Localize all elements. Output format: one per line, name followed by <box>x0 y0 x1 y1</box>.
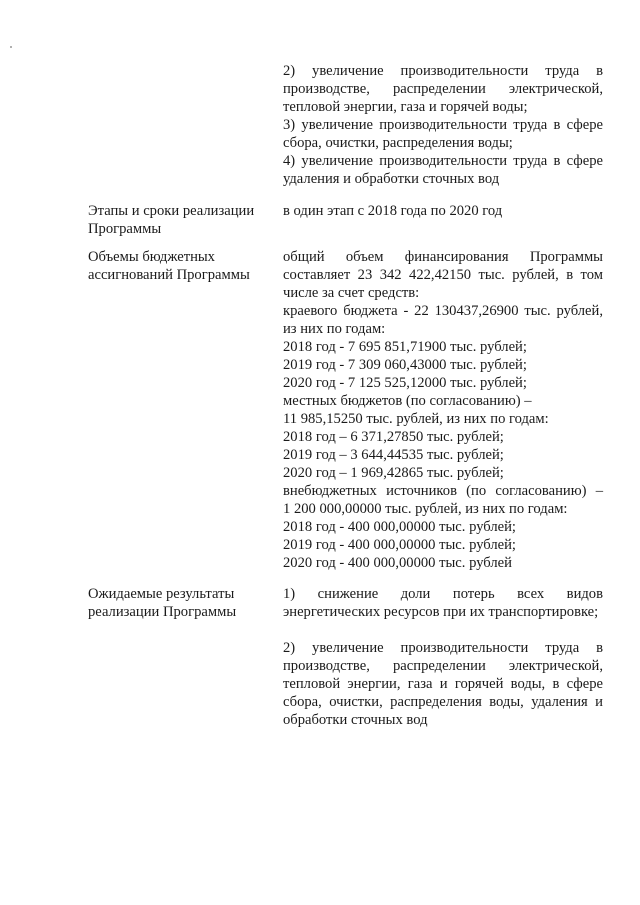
budget-line: 2020 год - 400 000,00000 тыс. рублей <box>283 555 512 571</box>
scan-speck <box>10 46 12 48</box>
budget-line: 1 200 000,00000 тыс. рублей, из них по годам: <box>283 501 568 517</box>
budget-line: составляет 23 342 422,42150 тыс. рублей, в том <box>283 267 603 283</box>
stages-value: в один этап с 2018 года по 2020 год <box>283 203 503 219</box>
budget-line: 11 985,15250 тыс. рублей, из них по годам: <box>283 411 549 427</box>
budget-line: 2019 год – 3 644,44535 тыс. рублей; <box>283 447 504 463</box>
budget-line: числе за счет средств: <box>283 285 420 301</box>
budget-line: 2019 год - 400 000,00000 тыс. рублей; <box>283 537 516 553</box>
budget-line: общий объем финансирования Программы <box>283 249 603 265</box>
budget-line: краевого бюджета - 22 130437,26900 тыс. рублей, <box>283 303 603 319</box>
goals-continuation-content <box>283 62 603 188</box>
goal-item-3: 3) увеличение производительности труда в сфере сбора, очистки, распределения воды; <box>283 117 603 151</box>
budget-line: 2020 год - 7 125 525,12000 тыс. рублей; <box>283 375 527 391</box>
budget-line: местных бюджетов (по согласованию) – <box>283 393 532 409</box>
budget-line: 2018 год - 400 000,00000 тыс. рублей; <box>283 519 516 535</box>
results-label: Ожидаемые результаты реализации Программы <box>88 586 237 620</box>
result-item-1: 1) снижение доли потерь всех видов энергетических ресурсов при их транспортировке; <box>283 586 603 620</box>
budget-line: из них по годам: <box>283 321 386 337</box>
budget-line: 2018 год - 7 695 851,71900 тыс. рублей; <box>283 339 527 355</box>
goal-item-2: 2) увеличение производительности труда в производстве, распределении электрической, тепловой энергии, газа и горячей воды; <box>283 63 603 115</box>
budget-line: 2019 год - 7 309 060,43000 тыс. рублей; <box>283 357 527 373</box>
budget-content <box>283 248 603 572</box>
budget-line: внебюджетных источников (по согласованию) – <box>283 483 603 499</box>
budget-line: 2018 год – 6 371,27850 тыс. рублей; <box>283 429 504 445</box>
results-content <box>283 585 603 729</box>
budget-line: 2020 год – 1 969,42865 тыс. рублей; <box>283 465 504 481</box>
budget-label: Объемы бюджетных ассигнований Программы <box>88 249 250 283</box>
goal-item-4: 4) увеличение производительности труда в сфере удаления и обработки сточных вод <box>283 153 603 187</box>
result-item-2: 2) увеличение производительности труда в производстве, распределении электрической, тепловой энергии, газа и горячей воды, в сфере сбора, очистки, распределения воды, удаления и обработки сточных вод <box>283 640 603 728</box>
stages-label: Этапы и сроки реализации Программы <box>88 203 255 237</box>
